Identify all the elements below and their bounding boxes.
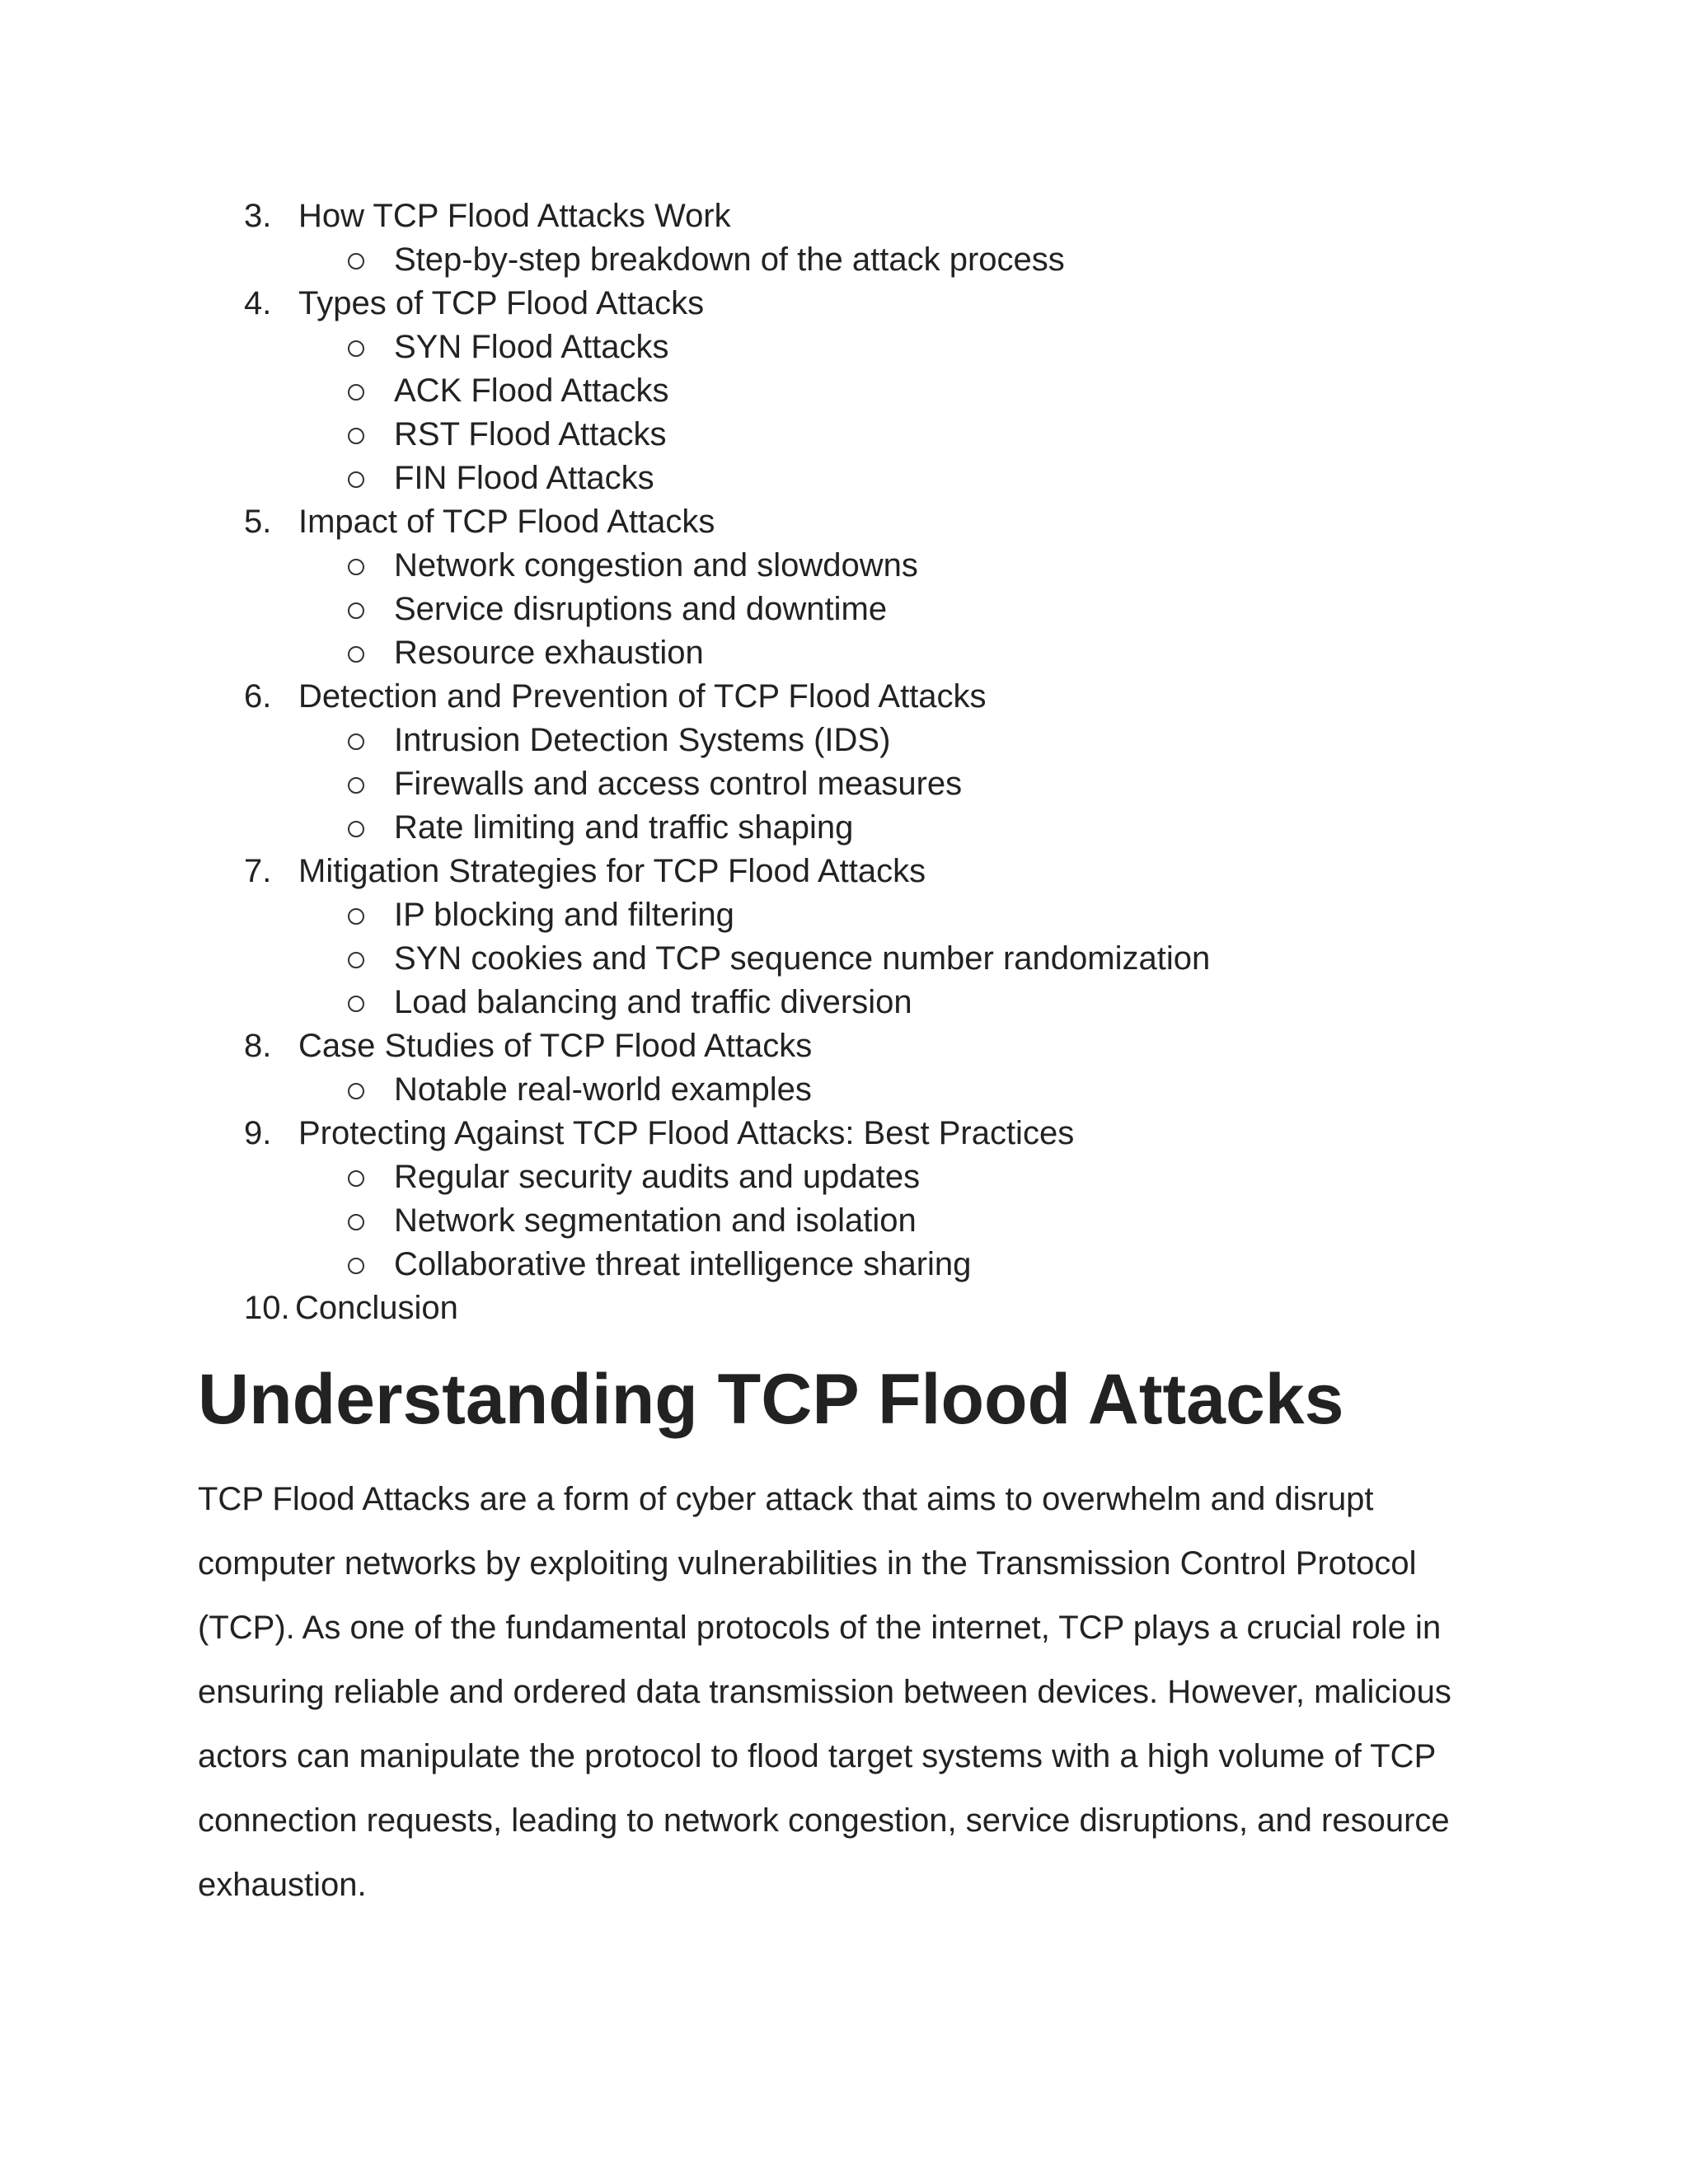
toc-label: Case Studies of TCP Flood Attacks <box>298 1028 813 1064</box>
toc-subitem <box>244 937 1210 981</box>
toc-subitem-label: SYN Flood Attacks <box>394 329 669 365</box>
hollow-bullet-icon <box>348 1258 364 1274</box>
toc-label: Types of TCP Flood Attacks <box>298 285 705 321</box>
hollow-bullet-icon <box>348 777 364 794</box>
hollow-bullet-icon <box>348 253 364 269</box>
toc-number: 7. <box>244 853 272 889</box>
toc-number: 6. <box>244 678 272 715</box>
paragraph-line: exhaustion. <box>198 1867 367 1903</box>
paragraph-line: ensuring reliable and ordered data transmission between devices. However, malicious <box>198 1674 1451 1710</box>
toc-number: 4. <box>244 285 272 321</box>
toc-sublist <box>244 326 1210 500</box>
toc-subitem <box>244 413 1210 457</box>
toc-subitem-label: ACK Flood Attacks <box>394 373 669 409</box>
toc-subitem <box>244 544 1210 588</box>
hollow-bullet-icon <box>348 952 364 968</box>
toc-subitem-label: RST Flood Attacks <box>394 416 667 452</box>
toc-subitem <box>244 981 1210 1024</box>
toc-subitem <box>244 588 1210 631</box>
toc-subitem <box>244 893 1210 937</box>
hollow-bullet-icon <box>348 646 364 663</box>
toc-number: 5. <box>244 504 272 540</box>
hollow-bullet-icon <box>348 733 364 750</box>
toc-subitem <box>244 1155 1210 1199</box>
toc-sublist <box>244 1155 1210 1286</box>
hollow-bullet-icon <box>348 428 364 444</box>
hollow-bullet-icon <box>348 996 364 1012</box>
toc-sublist <box>244 893 1210 1024</box>
toc-subitem <box>244 457 1210 500</box>
toc-subitem <box>244 326 1210 369</box>
hollow-bullet-icon <box>348 1083 364 1099</box>
toc-number: 3. <box>244 198 272 234</box>
toc-sublist <box>244 544 1210 675</box>
toc-subitem-label: Notable real-world examples <box>394 1071 812 1108</box>
toc-subitem <box>244 1199 1210 1243</box>
toc-subitem-label: Intrusion Detection Systems (IDS) <box>394 722 891 758</box>
hollow-bullet-icon <box>348 821 364 837</box>
paragraph-line: computer networks by exploiting vulnerabilities in the Transmission Control Protocol <box>198 1545 1417 1582</box>
toc-label: Impact of TCP Flood Attacks <box>298 504 715 540</box>
toc-subitem-label: IP blocking and filtering <box>394 897 734 933</box>
toc-item <box>244 850 1210 1024</box>
paragraph-line: actors can manipulate the protocol to flood target systems with a high volume of TCP <box>198 1738 1437 1774</box>
hollow-bullet-icon <box>348 340 364 357</box>
paragraph-line: connection requests, leading to network congestion, service disruptions, and resource <box>198 1802 1450 1839</box>
toc-sublist <box>244 238 1210 282</box>
toc-label: How TCP Flood Attacks Work <box>298 198 731 234</box>
toc-number: 10. <box>244 1290 290 1326</box>
toc-subitem <box>244 238 1210 282</box>
hollow-bullet-icon <box>348 1214 364 1230</box>
hollow-bullet-icon <box>348 1170 364 1187</box>
hollow-bullet-icon <box>348 471 364 488</box>
toc-subitem-label: Rate limiting and traffic shaping <box>394 809 854 846</box>
toc-subitem-label: Collaborative threat intelligence sharing <box>394 1246 972 1282</box>
toc-item <box>244 194 1210 282</box>
toc-subitem-label: SYN cookies and TCP sequence number randomization <box>394 940 1211 977</box>
toc-subitem <box>244 631 1210 675</box>
hollow-bullet-icon <box>348 602 364 619</box>
paragraph-line: (TCP). As one of the fundamental protocols of the internet, TCP plays a crucial role in <box>198 1610 1442 1646</box>
toc-subitem-label: Step-by-step breakdown of the attack process <box>394 241 1065 278</box>
hollow-bullet-icon <box>348 559 364 575</box>
toc-item <box>244 1112 1210 1286</box>
toc-label: Conclusion <box>295 1290 458 1326</box>
toc-item <box>244 282 1210 500</box>
toc-subitem-label: Network segmentation and isolation <box>394 1202 917 1239</box>
hollow-bullet-icon <box>348 908 364 925</box>
toc-item <box>244 1024 1210 1112</box>
toc-subitem <box>244 369 1210 413</box>
toc-subitem <box>244 1068 1210 1112</box>
paragraph-line: TCP Flood Attacks are a form of cyber attack that aims to overwhelm and disrupt <box>198 1481 1374 1517</box>
toc-subitem-label: Resource exhaustion <box>394 635 704 671</box>
toc-subitem <box>244 762 1210 806</box>
toc-sublist <box>244 1068 1210 1112</box>
toc-label: Protecting Against TCP Flood Attacks: Best Practices <box>298 1115 1075 1151</box>
toc-subitem-label: Service disruptions and downtime <box>394 591 888 627</box>
toc-subitem-label: Load balancing and traffic diversion <box>394 984 912 1020</box>
table-of-contents <box>244 194 1210 1330</box>
toc-item <box>244 500 1210 675</box>
hollow-bullet-icon <box>348 384 364 401</box>
toc-label: Mitigation Strategies for TCP Flood Attacks <box>298 853 926 889</box>
toc-subitem <box>244 719 1210 762</box>
toc-number: 8. <box>244 1028 272 1064</box>
section-paragraph <box>198 1467 1467 1917</box>
toc-subitem <box>244 1243 1210 1286</box>
toc-item <box>244 675 1210 850</box>
toc-sublist <box>244 719 1210 850</box>
toc-number: 9. <box>244 1115 272 1151</box>
toc-subitem-label: Firewalls and access control measures <box>394 766 963 802</box>
toc-subitem-label: Regular security audits and updates <box>394 1159 921 1195</box>
toc-item <box>244 1286 1210 1330</box>
toc-label: Detection and Prevention of TCP Flood Attacks <box>298 678 987 715</box>
toc-subitem <box>244 806 1210 850</box>
toc-subitem-label: Network congestion and slowdowns <box>394 547 918 583</box>
toc-subitem-label: FIN Flood Attacks <box>394 460 654 496</box>
section-heading: Understanding TCP Flood Attacks <box>198 1360 1344 1439</box>
